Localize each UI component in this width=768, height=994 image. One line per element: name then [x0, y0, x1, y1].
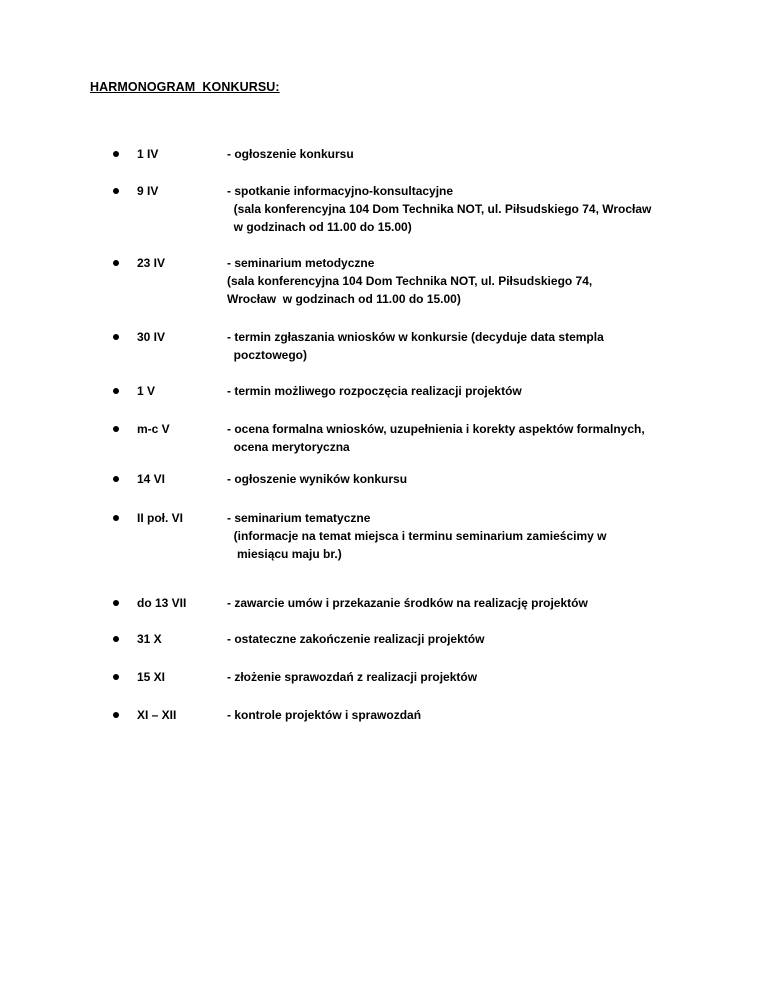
description-line: ocena merytoryczna: [227, 440, 350, 454]
schedule-date: 1 V: [137, 384, 156, 398]
schedule-description: [227, 145, 697, 163]
bullet-icon: [113, 334, 119, 340]
description-line: (sala konferencyjna 104 Dom Technika NOT, ul. Piłsudskiego 74, Wrocław: [227, 202, 652, 216]
description-line: - ocena formalna wniosków, uzupełnienia i korekty aspektów formalnych,: [227, 422, 645, 436]
description-line: - kontrole projektów i sprawozdań: [227, 708, 422, 722]
schedule-description: [227, 594, 697, 612]
bullet-icon: [113, 260, 119, 266]
description-line: - seminarium tematyczne: [227, 511, 371, 525]
schedule-description: [227, 182, 697, 236]
schedule-description: [227, 254, 697, 308]
bullet-icon: [113, 515, 119, 521]
schedule-date: XI – XII: [137, 708, 177, 722]
description-line: - ostateczne zakończenie realizacji projektów: [227, 632, 485, 646]
bullet-icon: [113, 712, 119, 718]
document-title: HARMONOGRAM KONKURSU:: [90, 80, 280, 94]
bullet-icon: [113, 151, 119, 157]
schedule-description: [227, 470, 697, 488]
schedule-date: 15 XI: [137, 670, 166, 684]
schedule-description: [227, 706, 697, 724]
bullet-icon: [113, 674, 119, 680]
description-line: w godzinach od 11.00 do 15.00): [227, 220, 412, 234]
schedule-date: 1 IV: [137, 147, 159, 161]
schedule-date: 31 X: [137, 632, 162, 646]
bullet-icon: [113, 636, 119, 642]
schedule-description: [227, 630, 697, 648]
bullet-icon: [113, 476, 119, 482]
description-line: miesiącu maju br.): [227, 547, 342, 561]
schedule-description: [227, 668, 697, 686]
schedule-description: [227, 420, 697, 456]
bullet-icon: [113, 188, 119, 194]
schedule-date: 14 VI: [137, 472, 166, 486]
description-line: - ogłoszenie wyników konkursu: [227, 472, 408, 486]
schedule-description: [227, 382, 697, 400]
schedule-description: [227, 509, 697, 563]
description-line: - zawarcie umów i przekazanie środków na realizację projektów: [227, 596, 588, 610]
description-line: (sala konferencyjna 104 Dom Technika NOT, ul. Piłsudskiego 74,: [227, 274, 593, 288]
description-line: pocztowego): [227, 348, 307, 362]
description-line: - termin zgłaszania wniosków w konkursie (decyduje data stempla: [227, 330, 604, 344]
description-line: - ogłoszenie konkursu: [227, 147, 354, 161]
schedule-date: 9 IV: [137, 184, 159, 198]
schedule-date: m-c V: [137, 422, 170, 436]
schedule-date: do 13 VII: [137, 596, 187, 610]
description-line: Wrocław w godzinach od 11.00 do 15.00): [227, 292, 461, 306]
schedule-date: 23 IV: [137, 256, 166, 270]
bullet-icon: [113, 388, 119, 394]
description-line: - seminarium metodyczne: [227, 256, 375, 270]
description-line: (informacje na temat miejsca i terminu seminarium zamieścimy w: [227, 529, 607, 543]
schedule-date: 30 IV: [137, 330, 166, 344]
schedule-description: [227, 328, 697, 364]
bullet-icon: [113, 600, 119, 606]
schedule-date: II poł. VI: [137, 511, 184, 525]
description-line: - spotkanie informacyjno-konsultacyjne: [227, 184, 454, 198]
description-line: - złożenie sprawozdań z realizacji projektów: [227, 670, 478, 684]
bullet-icon: [113, 426, 119, 432]
description-line: - termin możliwego rozpoczęcia realizacji projektów: [227, 384, 522, 398]
